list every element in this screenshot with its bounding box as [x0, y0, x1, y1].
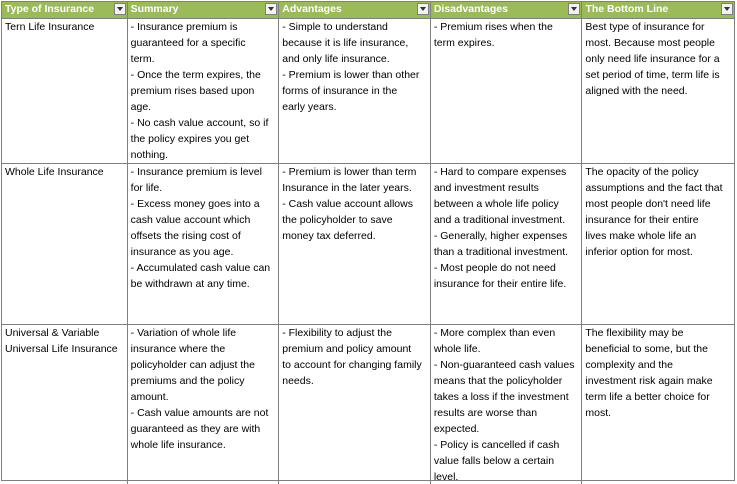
column-header-summary[interactable]: [128, 2, 280, 18]
cell-text-line: set period of time, term life is: [585, 69, 720, 81]
table-row: [2, 19, 734, 164]
cell-disadvantages[interactable]: [431, 19, 583, 163]
cell-text-line: the policy expires you get: [130, 133, 250, 145]
cell-text-line: amount.: [130, 391, 169, 403]
cell-text-line: complexity and the: [585, 359, 673, 371]
cell-disadvantages[interactable]: [431, 164, 583, 324]
cell-advantages[interactable]: [279, 164, 431, 324]
cell-text-line: - Premium rises when the: [433, 21, 553, 33]
column-header-type[interactable]: [2, 2, 128, 18]
cell-text-line: than a traditional investment.: [433, 246, 569, 258]
column-header-label: Type of Insurance: [5, 3, 95, 15]
cell-text-line: takes a loss if the investment: [433, 391, 569, 403]
cell-text-line: assumptions and the fact that: [585, 182, 723, 194]
cell-bottom-line[interactable]: [582, 164, 734, 324]
cell-text-line: The opacity of the policy: [585, 166, 699, 178]
cell-text-line: Tern Life Insurance: [5, 21, 95, 33]
cell-text-line: - Excess money goes into a: [130, 198, 260, 210]
cell-text-line: premiums and the policy: [130, 375, 245, 387]
cell-text-line: only need life insurance for a: [585, 53, 720, 65]
cell-type[interactable]: [2, 325, 128, 484]
cell-text-line: lives make whole life an: [585, 230, 697, 242]
cell-summary[interactable]: [128, 164, 280, 324]
cell-text-line: early years.: [282, 101, 337, 113]
header-row: [2, 2, 734, 19]
cell-text-line: insurance for their entire life.: [433, 278, 567, 290]
cell-bottom-line[interactable]: [582, 325, 734, 484]
cell-text-line: - Non-guaranteed cash values: [433, 359, 575, 371]
cell-text-line: investment risk again make: [585, 375, 713, 387]
cell-text-line: because it is life insurance,: [282, 37, 409, 49]
cell-text-line: and only life insurance.: [282, 53, 390, 65]
filter-dropdown-icon[interactable]: [417, 3, 429, 15]
cell-text-line: insurance as you age.: [130, 246, 234, 258]
cell-text-line: term.: [130, 53, 155, 65]
cell-text-line: needs.: [282, 375, 314, 387]
cell-text-line: aligned with the need.: [585, 85, 688, 97]
cell-text-line: - Insurance premium is level: [130, 166, 262, 178]
cell-type[interactable]: [2, 164, 128, 324]
cell-text-line: forms of insurance in the: [282, 85, 398, 97]
cell-text-line: insurance where the: [130, 343, 226, 355]
cell-text-line: nothing.: [130, 149, 169, 161]
cell-text-line: most.: [585, 407, 612, 419]
cell-text-line: cash value account which: [130, 214, 251, 226]
cell-text-line: - Most people do not need: [433, 262, 556, 274]
cell-text-line: premium rises based upon: [130, 85, 255, 97]
column-header-bottom-line[interactable]: [582, 2, 734, 18]
cell-text-line: - Simple to understand: [282, 21, 388, 33]
cell-text-line: Best type of insurance for: [585, 21, 705, 33]
cell-text-line: - More complex than even: [433, 327, 556, 339]
cell-text-line: - Once the term expires, the: [130, 69, 261, 81]
cell-text-line: policyholder can adjust the: [130, 359, 255, 371]
cell-text-line: Universal Life Insurance: [5, 343, 118, 355]
cell-text-line: guaranteed for a specific: [130, 37, 246, 49]
cell-text-line: means that the policyholder: [433, 375, 563, 387]
cell-text-line: - No cash value account, so if: [130, 117, 269, 129]
cell-text-line: Insurance in the later years.: [282, 182, 412, 194]
cell-text-line: expected.: [433, 423, 480, 435]
cell-text-line: between a whole life policy: [433, 198, 559, 210]
cell-text-line: term expires.: [433, 37, 495, 49]
cell-text-line: - Insurance premium is: [130, 21, 238, 33]
cell-text-line: guaranteed as they are with: [130, 423, 261, 435]
column-header-label: Disadvantages: [433, 3, 508, 15]
column-header-disadvantages[interactable]: [431, 2, 583, 18]
cell-summary[interactable]: [128, 325, 280, 484]
cell-text-line: - Premium is lower than term: [282, 166, 417, 178]
cell-text-line: - Cash value amounts are not: [130, 407, 269, 419]
table-row: [2, 164, 734, 325]
cell-text-line: offsets the rising cost of: [130, 230, 241, 242]
cell-text-line: inferior option for most.: [585, 246, 693, 258]
cell-text-line: - Variation of whole life: [130, 327, 237, 339]
cell-summary[interactable]: [128, 19, 280, 163]
cell-text-line: value falls below a certain: [433, 455, 555, 467]
insurance-comparison-table: [1, 1, 735, 481]
table-row: [2, 325, 734, 484]
cell-advantages[interactable]: [279, 19, 431, 163]
filter-dropdown-icon[interactable]: [721, 3, 733, 15]
cell-text-line: Universal & Variable: [5, 327, 100, 339]
cell-text-line: - Accumulated cash value can: [130, 262, 271, 274]
cell-disadvantages[interactable]: [431, 325, 583, 484]
cell-text-line: results are worse than: [433, 407, 538, 419]
cell-text-line: for life.: [130, 182, 163, 194]
cell-type[interactable]: [2, 19, 128, 163]
cell-text-line: whole life.: [433, 343, 481, 355]
cell-text-line: - Premium is lower than other: [282, 69, 420, 81]
cell-advantages[interactable]: [279, 325, 431, 484]
column-header-label: Advantages: [282, 3, 342, 15]
column-header-advantages[interactable]: [279, 2, 431, 18]
cell-text-line: Whole Life Insurance: [5, 166, 104, 178]
cell-text-line: The flexibility may be: [585, 327, 684, 339]
cell-text-line: age.: [130, 101, 152, 113]
cell-text-line: - Policy is cancelled if cash: [433, 439, 560, 451]
cell-text-line: most. Because most people: [585, 37, 715, 49]
cell-text-line: - Cash value account allows: [282, 198, 413, 210]
cell-text-line: the policyholder to save: [282, 214, 393, 226]
cell-text-line: be withdrawn at any time.: [130, 278, 250, 290]
cell-text-line: - Hard to compare expenses: [433, 166, 567, 178]
filter-dropdown-icon[interactable]: [265, 3, 277, 15]
cell-text-line: and a traditional investment.: [433, 214, 566, 226]
cell-bottom-line[interactable]: [582, 19, 734, 163]
cell-text-line: insurance for their entire: [585, 214, 699, 226]
cell-text-line: money tax deferred.: [282, 230, 376, 242]
filter-dropdown-icon[interactable]: [114, 3, 126, 15]
cell-text-line: whole life insurance.: [130, 439, 226, 451]
cell-text-line: - Flexibility to adjust the: [282, 327, 392, 339]
cell-text-line: most people don't need life: [585, 198, 711, 210]
cell-text-line: and investment results: [433, 182, 539, 194]
cell-text-line: term life a better choice for: [585, 391, 710, 403]
cell-text-line: - Generally, higher expenses: [433, 230, 568, 242]
column-header-label: The Bottom Line: [585, 3, 669, 15]
cell-text-line: level.: [433, 471, 459, 483]
cell-text-line: premium and policy amount: [282, 343, 412, 355]
column-header-label: Summary: [130, 3, 179, 15]
cell-text-line: to account for changing family: [282, 359, 422, 371]
cell-text-line: beneficial to some, but the: [585, 343, 708, 355]
filter-dropdown-icon[interactable]: [568, 3, 580, 15]
